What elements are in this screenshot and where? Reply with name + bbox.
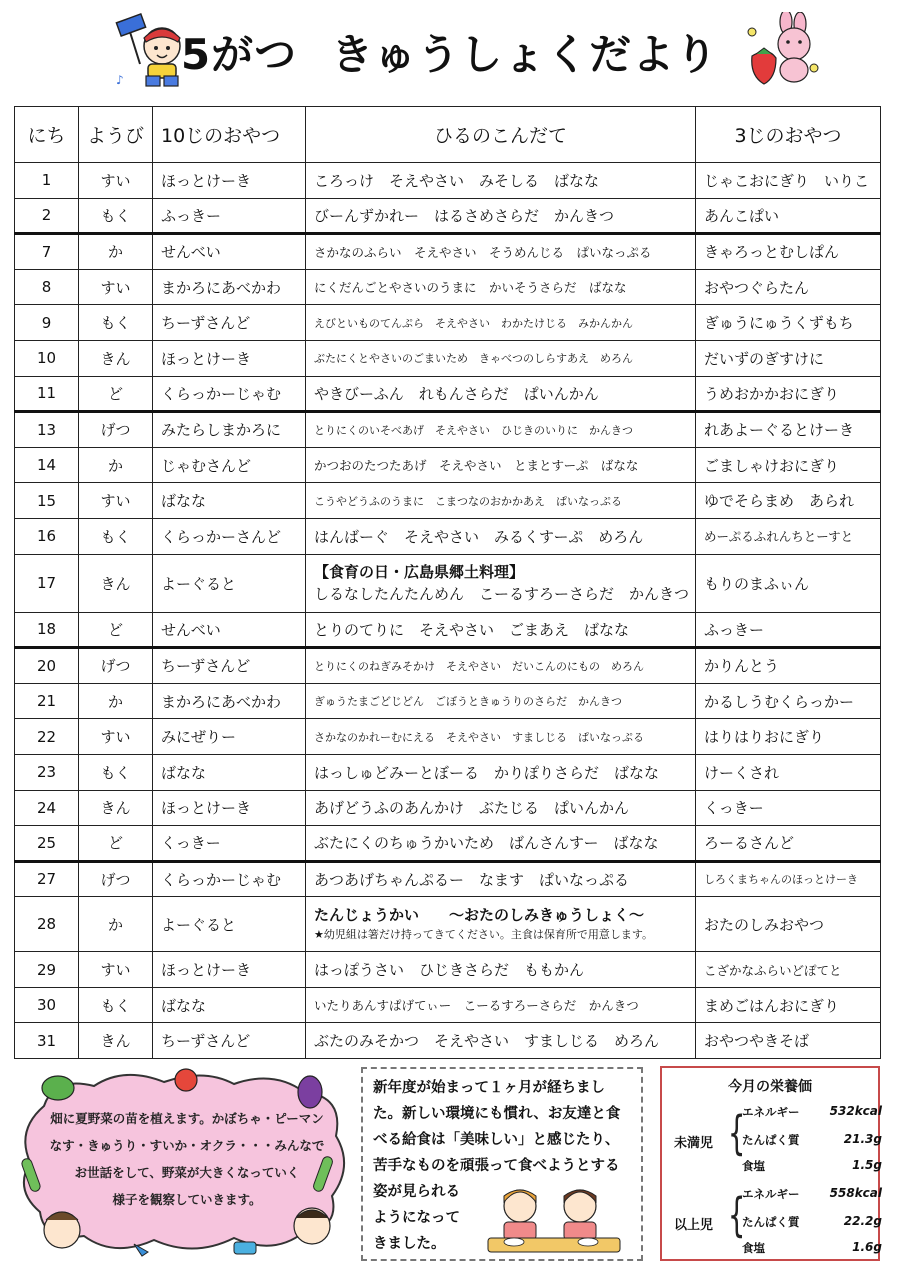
cell-day: 10: [15, 340, 79, 376]
cell-weekday: もく: [79, 987, 153, 1023]
cell-snack-pm: おやつぐらたん: [696, 269, 881, 305]
cell-weekday: げつ: [79, 648, 153, 684]
cell-weekday: もく: [79, 754, 153, 790]
cell-day: 22: [15, 719, 79, 755]
cell-snack-am: ふっきー: [153, 198, 306, 234]
cell-lunch-with-note: [306, 897, 696, 952]
cell-lunch: はっぽうさい ひじきさらだ ももかん: [306, 952, 696, 988]
table-row: [15, 447, 881, 483]
table-row: [15, 163, 881, 199]
table-row: [15, 1023, 881, 1059]
cell-snack-am: ちーずさんど: [153, 648, 306, 684]
nutrition-item-name: エネルギー: [742, 1105, 800, 1119]
cell-day: 11: [15, 376, 79, 412]
cell-snack-pm: かるしうむくらっかー: [696, 683, 881, 719]
cell-snack-pm: はりはりおにぎり: [696, 719, 881, 755]
cell-lunch: はっしゅどみーとぼーる かりぽりさらだ ばなな: [306, 754, 696, 790]
nutrition-item: [742, 1214, 882, 1230]
cell-snack-am: ばなな: [153, 483, 306, 519]
cell-snack-am: みたらしまかろに: [153, 412, 306, 448]
cell-snack-am: ほっとけーき: [153, 340, 306, 376]
cell-lunch: ころっけ そえやさい みそしる ばなな: [306, 163, 696, 199]
cell-lunch: かつおのたつたあげ そえやさい とまとすーぷ ばなな: [306, 447, 696, 483]
nutrition-item-name: エネルギー: [742, 1187, 800, 1201]
nutrition-item: [742, 1240, 882, 1256]
cell-day: 16: [15, 518, 79, 554]
cell-day: 8: [15, 269, 79, 305]
garden-note-line: 畑に夏野菜の苗を植えます。かぼちゃ・ピーマン: [50, 1111, 324, 1126]
garden-note-text: [42, 1105, 332, 1213]
nutrition-item: [742, 1104, 882, 1120]
cell-weekday: か: [79, 234, 153, 270]
table-row: [15, 987, 881, 1023]
cell-lunch: びーんずかれー はるさめさらだ かんきつ: [306, 198, 696, 234]
brace-icon: {: [727, 1188, 746, 1242]
table-row: [15, 826, 881, 862]
nutrition-item-value: 1.5g: [852, 1158, 882, 1172]
table-row: [15, 554, 881, 612]
cell-weekday: もく: [79, 518, 153, 554]
cell-snack-am: せんべい: [153, 234, 306, 270]
cell-day: 15: [15, 483, 79, 519]
cell-day: 31: [15, 1023, 79, 1059]
header-weekday: ようび: [79, 107, 153, 163]
cell-snack-pm: きゃろっとむしぱん: [696, 234, 881, 270]
cell-day: 2: [15, 198, 79, 234]
table-row: [15, 612, 881, 648]
cell-snack-am: ばなな: [153, 754, 306, 790]
cell-snack-pm: ごましゃけおにぎり: [696, 447, 881, 483]
message-line: た。新しい環境にも慣れ、お友達と食: [373, 1106, 621, 1122]
cell-lunch: ぶたのみそかつ そえやさい すましじる めろん: [306, 1023, 696, 1059]
children-eating-illustration: [484, 1180, 624, 1256]
cell-snack-am: まかろにあべかわ: [153, 269, 306, 305]
cell-lunch: とりにくのいそべあげ そえやさい ひじきのいりに かんきつ: [306, 412, 696, 448]
cell-day: 27: [15, 861, 79, 897]
cell-day: 29: [15, 952, 79, 988]
garden-note-line: お世話をして、野菜が大きくなっていく: [74, 1165, 300, 1180]
menu-table: [14, 106, 881, 1059]
table-header-row: [15, 107, 881, 163]
message-line: 姿が見られる: [373, 1184, 460, 1200]
message-line: 苦手なものを頑張って食べようとする: [373, 1158, 620, 1174]
cell-snack-am: ちーずさんど: [153, 305, 306, 341]
header-day: にち: [15, 107, 79, 163]
cell-weekday: ど: [79, 612, 153, 648]
cell-day: 1: [15, 163, 79, 199]
garden-note-line: 様子を観察していきます。: [112, 1192, 262, 1207]
cell-lunch-with-label: [306, 554, 696, 612]
message-line: ようになって: [373, 1210, 460, 1226]
cell-snack-pm: うめおかかおにぎり: [696, 376, 881, 412]
table-row: [15, 340, 881, 376]
nutrition-item-value: 532kcal: [829, 1104, 882, 1118]
cell-snack-am: くらっかーさんど: [153, 518, 306, 554]
nutrition-item: [742, 1132, 882, 1148]
cell-day: 7: [15, 234, 79, 270]
nutrition-item-value: 21.3g: [843, 1132, 882, 1146]
table-row: [15, 719, 881, 755]
cell-snack-pm: めーぷるふれんちとーすと: [696, 518, 881, 554]
table-row: [15, 198, 881, 234]
cell-lunch: あげどうふのあんかけ ぶたじる ぱいんかん: [306, 790, 696, 826]
cell-lunch: たんじょうかい ～おたのしみきゅうしょく～: [314, 906, 645, 925]
cell-snack-am: ほっとけーき: [153, 790, 306, 826]
cell-snack-am: くっきー: [153, 826, 306, 862]
cell-snack-am: じゃむさんど: [153, 447, 306, 483]
cell-day: 17: [15, 554, 79, 612]
cell-day: 9: [15, 305, 79, 341]
cell-weekday: もく: [79, 198, 153, 234]
nutrition-title: 今月の栄養価: [728, 1079, 812, 1095]
table-row: [15, 483, 881, 519]
cell-snack-pm: けーくされ: [696, 754, 881, 790]
nutrition-item-name: たんぱく質: [742, 1133, 800, 1147]
header-snack-pm: 3じのおやつ: [696, 107, 881, 163]
cell-lunch: あつあげちゃんぷるー なます ぱいなっぷる: [306, 861, 696, 897]
cell-day: 23: [15, 754, 79, 790]
cell-weekday: きん: [79, 340, 153, 376]
table-row: [15, 518, 881, 554]
cell-snack-am: まかろにあべかわ: [153, 683, 306, 719]
shokuiku-label: 【食育の日・広島県郷土料理】: [314, 563, 525, 582]
table-row: [15, 376, 881, 412]
cell-snack-am: ばなな: [153, 987, 306, 1023]
cell-lunch: ぶたにくとやさいのごまいため きゃべつのしらすあえ めろん: [306, 340, 696, 376]
cell-snack-am: くらっかーじゃむ: [153, 861, 306, 897]
table-row: [15, 269, 881, 305]
cell-snack-pm: しろくまちゃんのほっとけーき: [696, 861, 881, 897]
cell-snack-am: よーぐると: [153, 897, 306, 952]
cell-weekday: か: [79, 897, 153, 952]
title-main: きゅうしょくだより: [331, 30, 719, 79]
cell-day: 25: [15, 826, 79, 862]
cell-lunch: ぎゅうたまごどじどん ごぼうときゅうりのさらだ かんきつ: [306, 683, 696, 719]
nutrition-item-name: たんぱく質: [742, 1215, 800, 1229]
cell-snack-pm: もりのまふぃん: [696, 554, 881, 612]
cell-lunch: えびといものてんぷら そえやさい わかたけじる みかんかん: [306, 305, 696, 341]
table-row: [15, 754, 881, 790]
cell-weekday: すい: [79, 163, 153, 199]
cell-snack-am: せんべい: [153, 612, 306, 648]
cell-snack-pm: ろーるさんど: [696, 826, 881, 862]
table-row: [15, 952, 881, 988]
cell-weekday: きん: [79, 1023, 153, 1059]
table-row: [15, 683, 881, 719]
nutrition-item-value: 22.2g: [843, 1214, 882, 1228]
cell-snack-pm: ふっきー: [696, 612, 881, 648]
nutrition-item-value: 558kcal: [829, 1186, 882, 1200]
cell-lunch: はんばーぐ そえやさい みるくすーぷ めろん: [306, 518, 696, 554]
cell-weekday: ど: [79, 826, 153, 862]
cell-weekday: げつ: [79, 412, 153, 448]
table-row: [15, 305, 881, 341]
nutrition-item-name: 食塩: [742, 1241, 765, 1255]
cell-lunch: やきびーふん れもんさらだ ぱいんかん: [306, 376, 696, 412]
cell-snack-am: くらっかーじゃむ: [153, 376, 306, 412]
table-row: [15, 897, 881, 952]
header-lunch: ひるのこんだて: [306, 107, 696, 163]
cell-weekday: か: [79, 447, 153, 483]
cell-weekday: げつ: [79, 861, 153, 897]
cell-snack-am: みにぜりー: [153, 719, 306, 755]
group-label-under3: 未満児: [674, 1136, 714, 1151]
cell-snack-pm: おやつやきそば: [696, 1023, 881, 1059]
cell-snack-pm: くっきー: [696, 790, 881, 826]
cell-day: 18: [15, 612, 79, 648]
cell-day: 28: [15, 897, 79, 952]
nutrition-item: [742, 1158, 882, 1174]
brace-icon: {: [727, 1106, 746, 1160]
cell-lunch: いたりあんすぱげてぃー こーるすろーさらだ かんきつ: [306, 987, 696, 1023]
cell-snack-pm: れあよーぐるとけーき: [696, 412, 881, 448]
cell-day: 14: [15, 447, 79, 483]
cell-snack-pm: ゆでそらまめ あられ: [696, 483, 881, 519]
cell-day: 21: [15, 683, 79, 719]
cell-day: 20: [15, 648, 79, 684]
cell-snack-pm: じゃこおにぎり いりこ: [696, 163, 881, 199]
cell-lunch: さかなのふらい そえやさい そうめんじる ぱいなっぷる: [306, 234, 696, 270]
cell-snack-pm: ぎゅうにゅうくずもち: [696, 305, 881, 341]
cell-day: 13: [15, 412, 79, 448]
cell-snack-am: ほっとけーき: [153, 163, 306, 199]
garden-note-line: なす・きゅうり・すいか・オクラ・・・みんなで: [49, 1138, 325, 1153]
cell-lunch: こうやどうふのうまに こまつなのおかかあえ ぱいなっぷる: [306, 483, 696, 519]
cell-lunch: ぶたにくのちゅうかいため ばんさんすー ばなな: [306, 826, 696, 862]
cell-snack-pm: おたのしみおやつ: [696, 897, 881, 952]
table-row: [15, 861, 881, 897]
cell-lunch: とりのてりに そえやさい ごまあえ ばなな: [306, 612, 696, 648]
cell-weekday: ど: [79, 376, 153, 412]
cell-day: 24: [15, 790, 79, 826]
cell-lunch: とりにくのねぎみそかけ そえやさい だいこんのにもの めろん: [306, 648, 696, 684]
cell-snack-pm: だいずのぎすけに: [696, 340, 881, 376]
cell-snack-pm: かりんとう: [696, 648, 881, 684]
cell-snack-pm: まめごはんおにぎり: [696, 987, 881, 1023]
cell-weekday: すい: [79, 952, 153, 988]
cell-snack-pm: あんこぱい: [696, 198, 881, 234]
cell-weekday: か: [79, 683, 153, 719]
cell-weekday: すい: [79, 719, 153, 755]
cell-day: 30: [15, 987, 79, 1023]
cell-snack-am: ちーずさんど: [153, 1023, 306, 1059]
cell-lunch: にくだんごとやさいのうまに かいそうさらだ ばなな: [306, 269, 696, 305]
nutrition-item-value: 1.6g: [852, 1240, 882, 1254]
cell-weekday: きん: [79, 554, 153, 612]
cell-weekday: すい: [79, 483, 153, 519]
cell-lunch: さかなのかれーむにえる そえやさい すましじる ぱいなっぷる: [306, 719, 696, 755]
cell-snack-am: よーぐると: [153, 554, 306, 612]
cell-lunch: しるなしたんたんめん こーるすろーさらだ かんきつ: [314, 585, 690, 604]
table-row: [15, 790, 881, 826]
table-row: [15, 648, 881, 684]
rabbit-strawberry-illustration: [742, 12, 822, 86]
nutrition-panel: [660, 1066, 880, 1261]
nutrition-item-name: 食塩: [742, 1159, 765, 1173]
table-row: [15, 234, 881, 270]
group-label-over3: 以上児: [674, 1218, 714, 1233]
message-line: べる給食は「美味しい」と感じたり、: [373, 1132, 620, 1148]
svg-text:♪: ♪: [116, 73, 124, 87]
message-line: きました。: [373, 1236, 446, 1252]
cell-weekday: もく: [79, 305, 153, 341]
message-line: 新年度が始まって１ヶ月が経ちまし: [373, 1080, 605, 1096]
cell-snack-am: ほっとけーき: [153, 952, 306, 988]
header-snack-am: 10じのおやつ: [153, 107, 306, 163]
nutrition-item: [742, 1186, 882, 1202]
title-month: 5がつ: [180, 30, 298, 79]
cell-weekday: すい: [79, 269, 153, 305]
lunch-note: ★幼児組は箸だけ持ってきてください。主食は保育所で用意します。: [314, 928, 653, 942]
table-row: [15, 412, 881, 448]
cell-weekday: きん: [79, 790, 153, 826]
cell-snack-pm: こざかなふらいどぽてと: [696, 952, 881, 988]
